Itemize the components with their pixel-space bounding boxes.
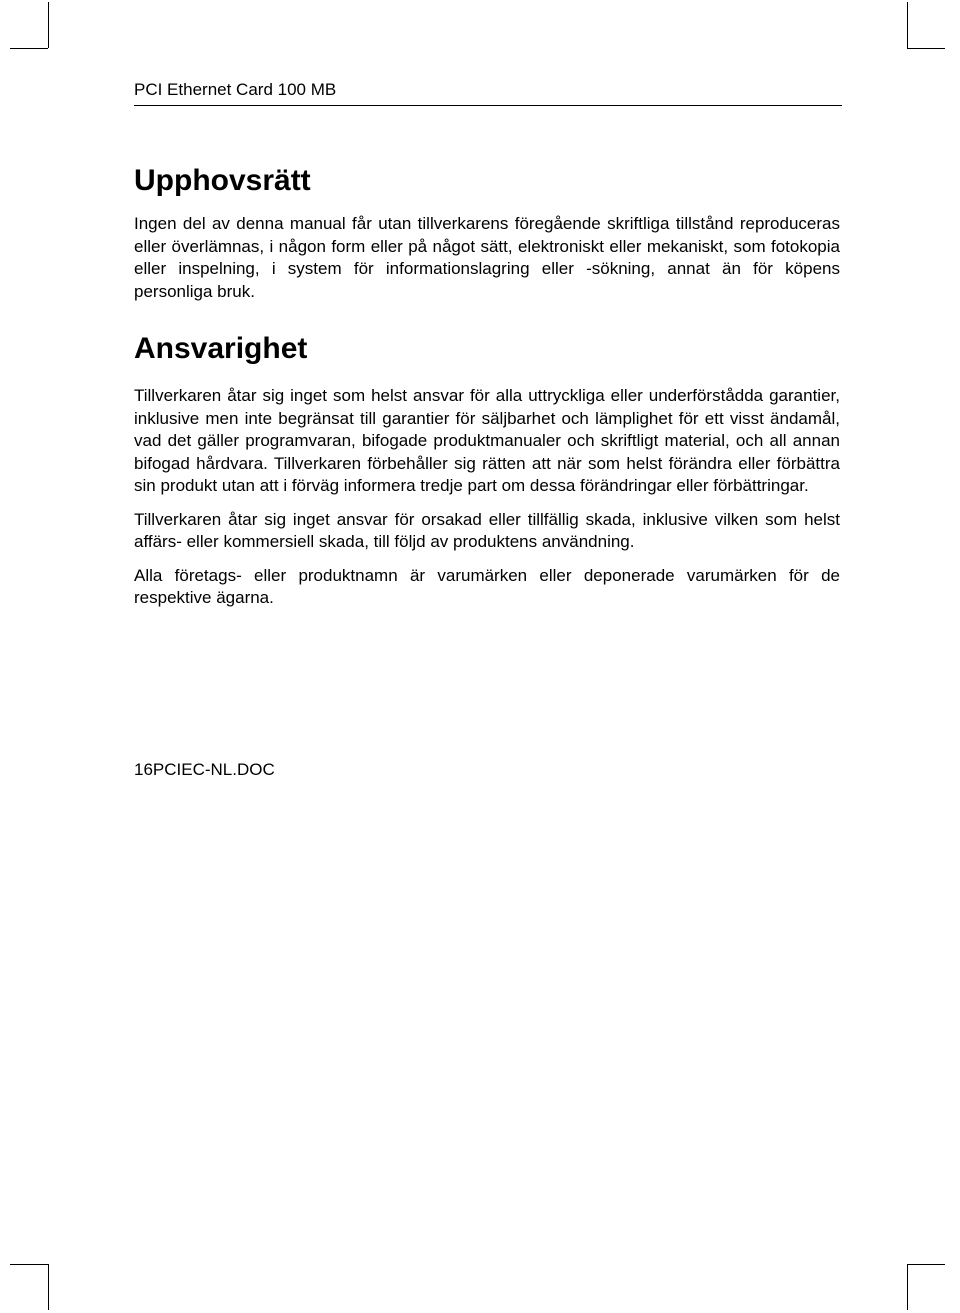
liability-paragraph-2: Tillverkaren åtar sig inget ansvar för orsakad eller tillfällig skada, inklusive vilken som helst affärs- eller kommersiell skada, till följd av produktens användning. [134, 509, 840, 551]
liability-heading: Ansvarighet [134, 332, 308, 365]
document-code: 16PCIEC-NL.DOC [134, 760, 275, 779]
page-content [134, 162, 840, 610]
crop-mark-top-left-vertical [48, 2, 49, 48]
copyright-heading: Upphovsrätt [134, 164, 311, 197]
crop-mark-top-right-vertical [907, 2, 908, 48]
crop-mark-bottom-left-horizontal [10, 1264, 48, 1265]
crop-mark-bottom-right-vertical [907, 1264, 908, 1310]
header-divider [134, 105, 842, 106]
liability-paragraph-3: Alla företags- eller produktnamn är varumärken eller deponerade varumärken för de respektive ägarna. [134, 565, 840, 607]
running-header: PCI Ethernet Card 100 MB [134, 80, 337, 99]
section-liability [134, 330, 840, 610]
section-copyright [134, 162, 840, 303]
crop-mark-top-left-horizontal [10, 48, 48, 49]
crop-mark-bottom-left-vertical [48, 1264, 49, 1310]
liability-paragraph-1: Tillverkaren åtar sig inget som helst ansvar för alla uttryckliga eller underförstådda garantier, inklusive men inte begränsat till garantier för säljbarhet och lämplighet för ett visst ändamål, vad det gäller programvaran, bifogade produktmanualer och skriftligt material, och all annan bifogad hårdvara. Tillverkaren förbehåller sig rätten att när som helst förändra eller förbättra sin produkt utan att i förväg informera tredje part om dessa förändringar eller förbättringar. [134, 386, 840, 495]
crop-mark-top-right-horizontal [907, 48, 945, 49]
crop-mark-bottom-right-horizontal [907, 1264, 945, 1265]
copyright-paragraph: Ingen del av denna manual får utan tillverkarens föregående skriftliga tillstånd reproduceras eller överlämnas, i någon form eller på något sätt, elektroniskt eller mekaniskt, som fotokopia eller inspelning, i system för informationslagring eller -sökning, annat än för köpens personliga bruk. [134, 214, 840, 301]
